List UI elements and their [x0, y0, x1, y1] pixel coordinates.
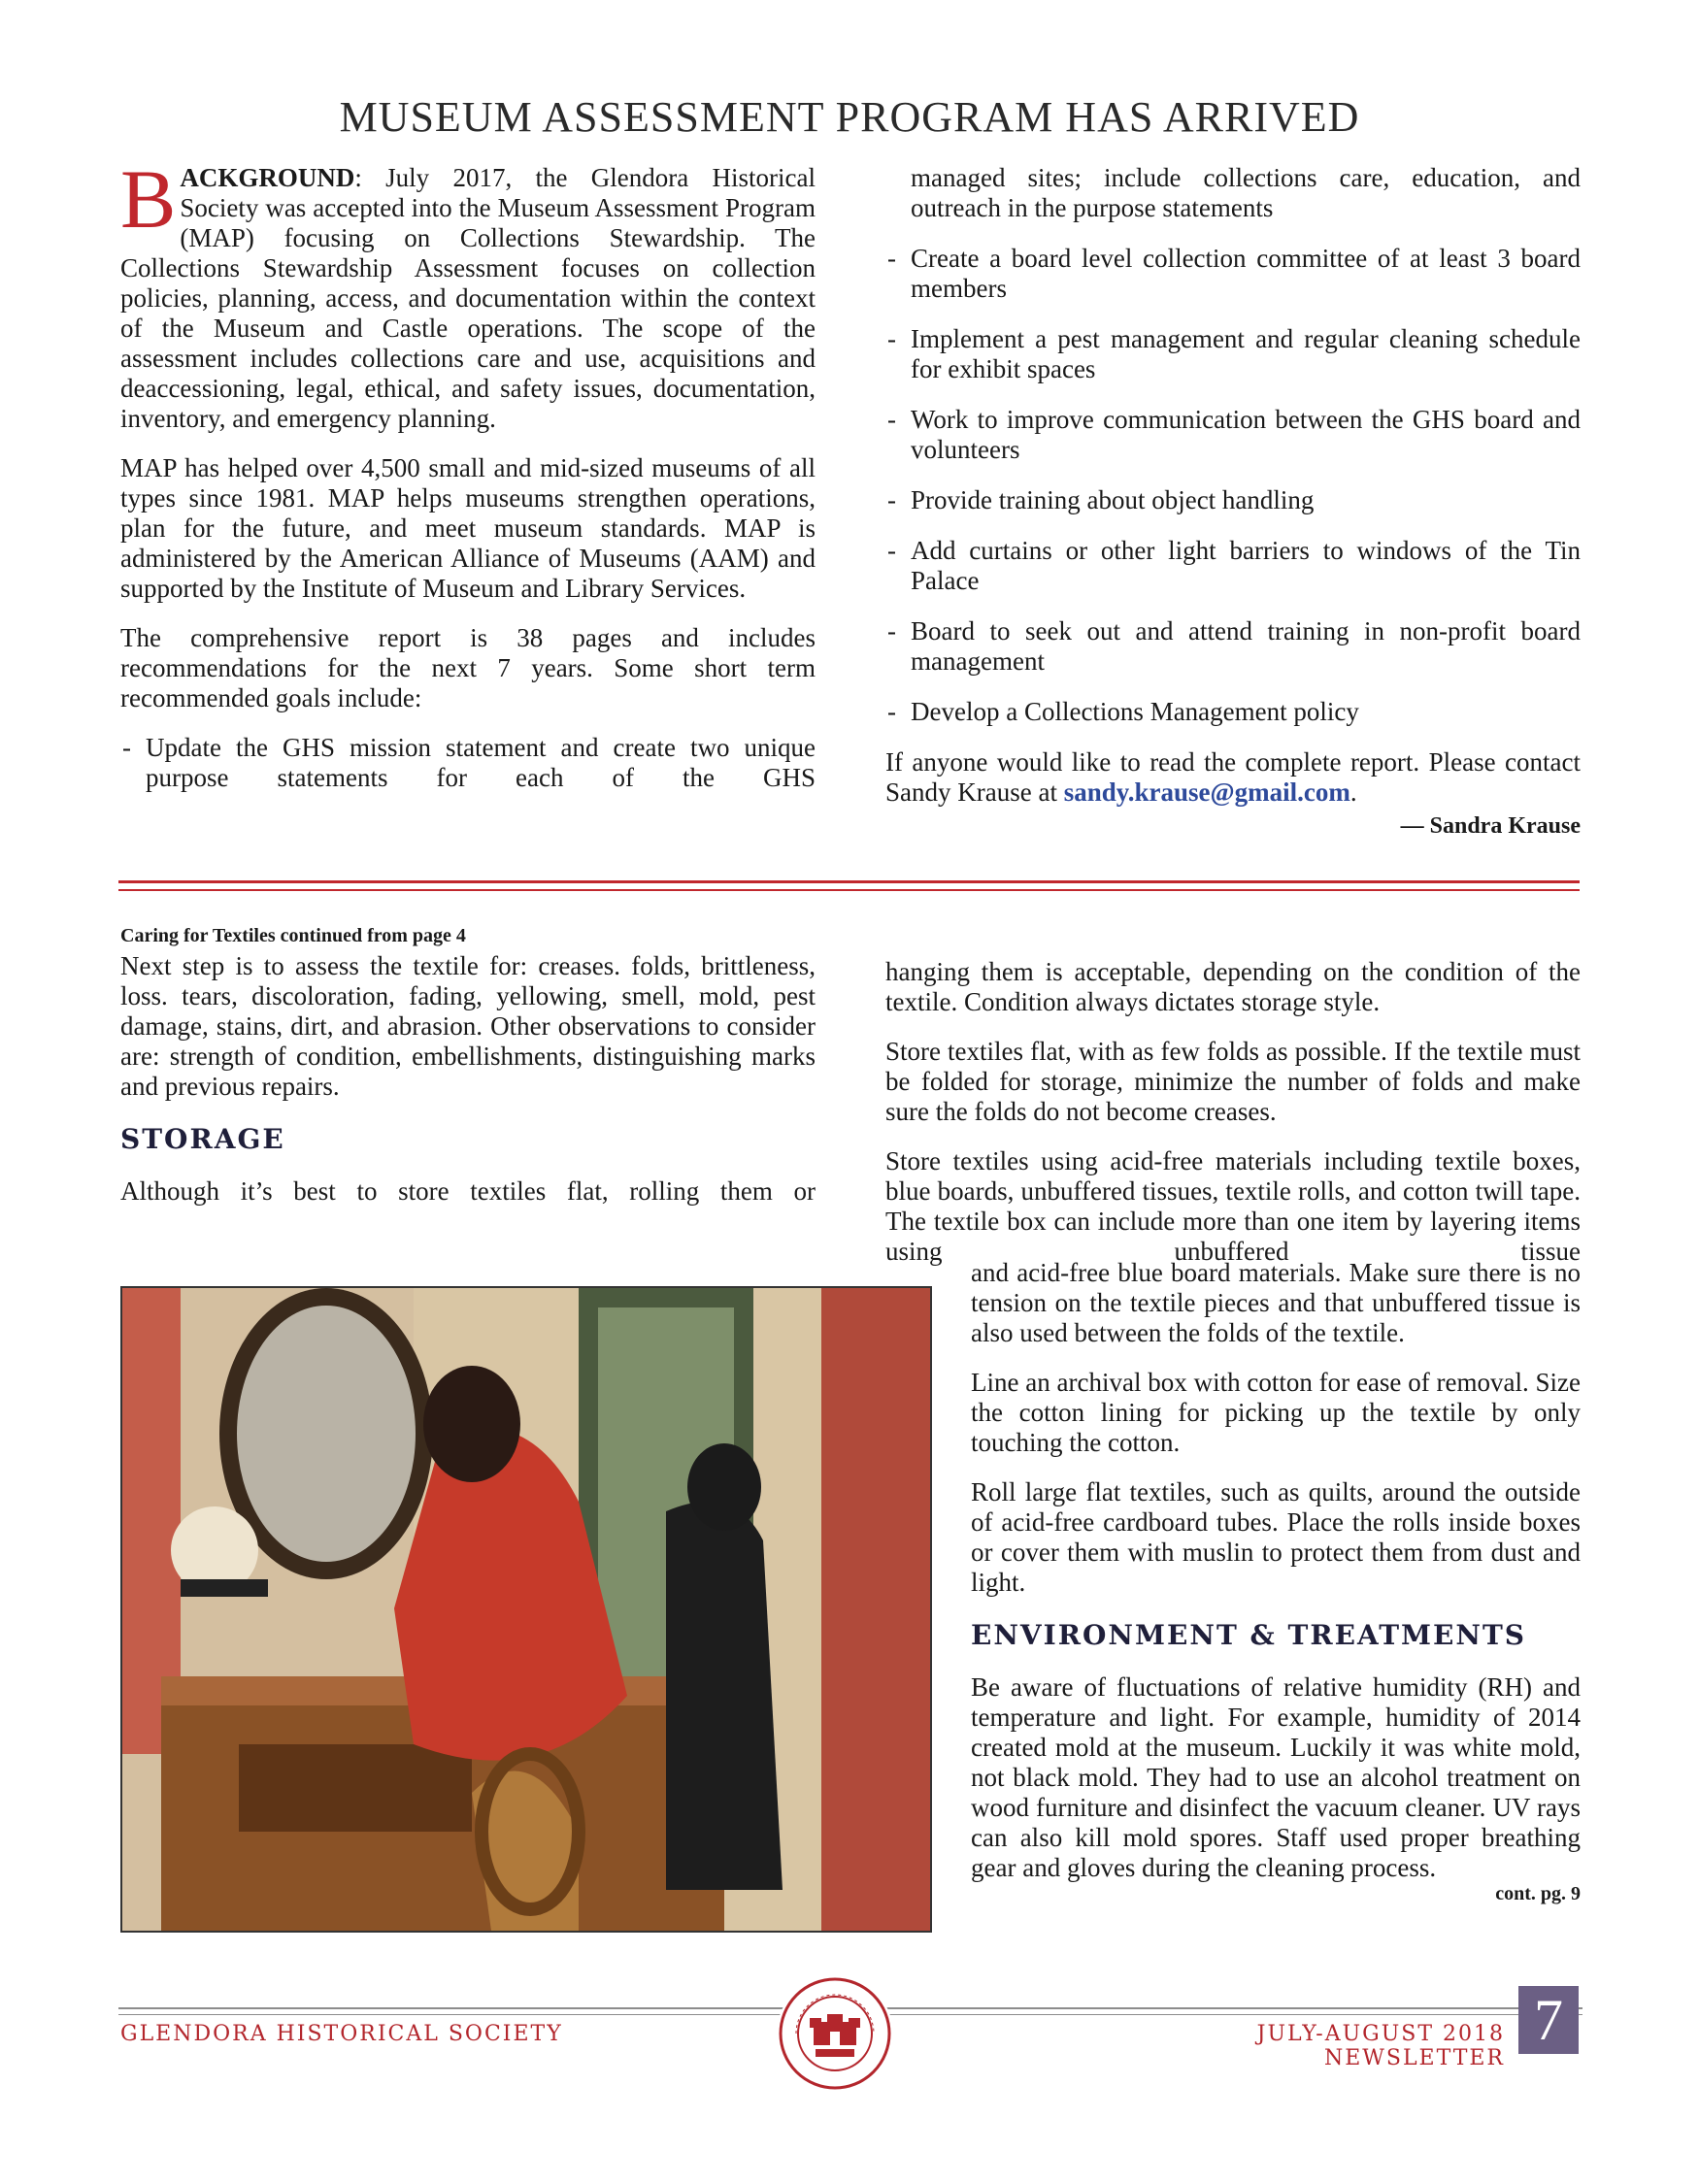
divider-rule — [118, 880, 1580, 883]
storage-paragraph-end: hanging them is acceptable, depending on the condition of the textile. Condition always dictates storage style. — [885, 957, 1581, 1016]
goal-item: - Board to seek out and attend training in non-profit board management — [885, 616, 1581, 677]
goals-list-start — [120, 733, 816, 793]
textile-handling-photo — [120, 1286, 932, 1933]
goal-item-continued: managed sites; include collections care, education, and outreach in the purpose statements — [911, 163, 1581, 222]
acid-free-paragraph-start: Store textiles using acid-free materials including textile boxes, blue boards, unbuffered tissues, textile rolls, and cotton twill tape. The textile box can include more than one item by layering items using unbuffered tissue — [885, 1146, 1581, 1266]
goal-item: - Create a board level collection committee of at least 3 board members — [885, 244, 1581, 304]
textiles-left-column — [120, 924, 816, 1207]
footer-society-name: GLENDORA HISTORICAL SOCIETY — [120, 2022, 563, 2046]
goal-item: - Add curtains or other light barriers to windows of the Tin Palace — [885, 536, 1581, 596]
goal-item: - Work to improve communication between the GHS board and volunteers — [885, 405, 1581, 465]
goals-list — [885, 244, 1581, 727]
environment-paragraph: Be aware of fluctuations of relative humidity (RH) and temperature and light. For example, humidity of 2014 created mold at the museum. Luckily it was white mold, not black mold. They had to use an alcohol treatment on wood furniture and disinfect the vacuum cleaner. UV rays can also kill mold spores. Staff used proper breathing gear and gloves during the cleaning process. — [971, 1672, 1581, 1882]
article-right-column — [885, 163, 1581, 840]
closing-period: . — [1349, 778, 1357, 807]
acid-free-paragraph-end: and acid-free blue board materials. Make sure there is no tension on the textile pieces and that unbuffered tissue is also used between the folds of the textile. — [971, 1258, 1581, 1347]
flat-storage-paragraph: Store textiles flat, with as few folds as possible. If the textile must be folded for storage, minimize the number of folds and make sure the folds do not become creases. — [885, 1037, 1581, 1126]
article-title: MUSEUM ASSESSMENT PROGRAM HAS ARRIVED — [339, 93, 1360, 141]
email-link[interactable]: sandy.krause@gmail.com — [1063, 778, 1350, 807]
signature: — Sandra Krause — [1400, 813, 1581, 839]
footer-issue-date: JULY-AUGUST 2018 NEWSLETTER — [1256, 2022, 1505, 2070]
goal-item: - Implement a pest management and regular cleaning schedule for exhibit spaces — [885, 324, 1581, 384]
archival-box-paragraph: Line an archival box with cotton for ease of removal. Size the cotton lining for picking up the textile by only touching the cotton. — [971, 1368, 1581, 1457]
intro-paragraph — [120, 152, 816, 434]
lead-word: ACKGROUND — [180, 163, 355, 192]
goal-item: - Provide training about object handling — [885, 485, 1581, 515]
continued-on-page: cont. pg. 9 — [1495, 1883, 1581, 1904]
society-seal-logo — [777, 1975, 893, 2092]
page-number: 7 — [1518, 1986, 1579, 2054]
storage-paragraph-start: Although it’s best to store textiles flat, rolling them or — [120, 1176, 816, 1206]
article-left-column — [120, 152, 816, 813]
dropcap: B — [120, 152, 177, 246]
goal-item: - Develop a Collections Management policy — [885, 697, 1581, 727]
continued-label: Caring for Textiles continued from page 4 — [120, 925, 466, 946]
storage-heading: STORAGE — [120, 1123, 285, 1155]
intro-text: : July 2017, the Glendora Historical Society was accepted into the Museum Assessment Program (MAP) focusing on Collections Stewardship. The Collections Stewardship Assessment focuses on collection policies, planning, access, and documentation within the context of the Museum and Castle operations. The scope of the assessment includes collections care and use, acquisitions and deaccessioning, legal, ethical, and safety issues, documentation, inventory, and emergency planning. — [120, 163, 816, 433]
map-paragraph: MAP has helped over 4,500 small and mid-sized museums of all types since 1981. MAP helps museums strengthen operations, plan for the future, and meet museum standards. MAP is administered by the American Alliance of Museums (AAM) and supported by the Institute of Museum and Library Services. — [120, 453, 816, 603]
closing-paragraph — [885, 747, 1581, 808]
divider-rule — [118, 889, 1580, 891]
textiles-right-narrow-column — [971, 1258, 1581, 1904]
goal-item: - Update the GHS mission statement and create two unique purpose statements for each of the GHS — [120, 733, 816, 793]
roll-textiles-paragraph: Roll large flat textiles, such as quilts, around the outside of acid-free cardboard tubes. Place the rolls inside boxes or cover them with muslin to protect them from dust and light. — [971, 1477, 1581, 1597]
report-paragraph: The comprehensive report is 38 pages and includes recommendations for the next 7 years. Some short term recommended goals include: — [120, 623, 816, 712]
environment-heading: ENVIRONMENT & TREATMENTS — [971, 1619, 1527, 1651]
closing-text: If anyone would like to read the complete report. Please contact Sandy Krause at — [885, 747, 1581, 807]
assess-paragraph: Next step is to assess the textile for: creases. folds, brittleness, loss. tears, discoloration, fading, yellowing, smell, mold, pest damage, stains, dirt, and abrasion. Other observations to consider are: strength of condition, embellishments, distinguishing marks and previous repairs. — [120, 951, 816, 1101]
textiles-right-column — [885, 957, 1581, 1267]
